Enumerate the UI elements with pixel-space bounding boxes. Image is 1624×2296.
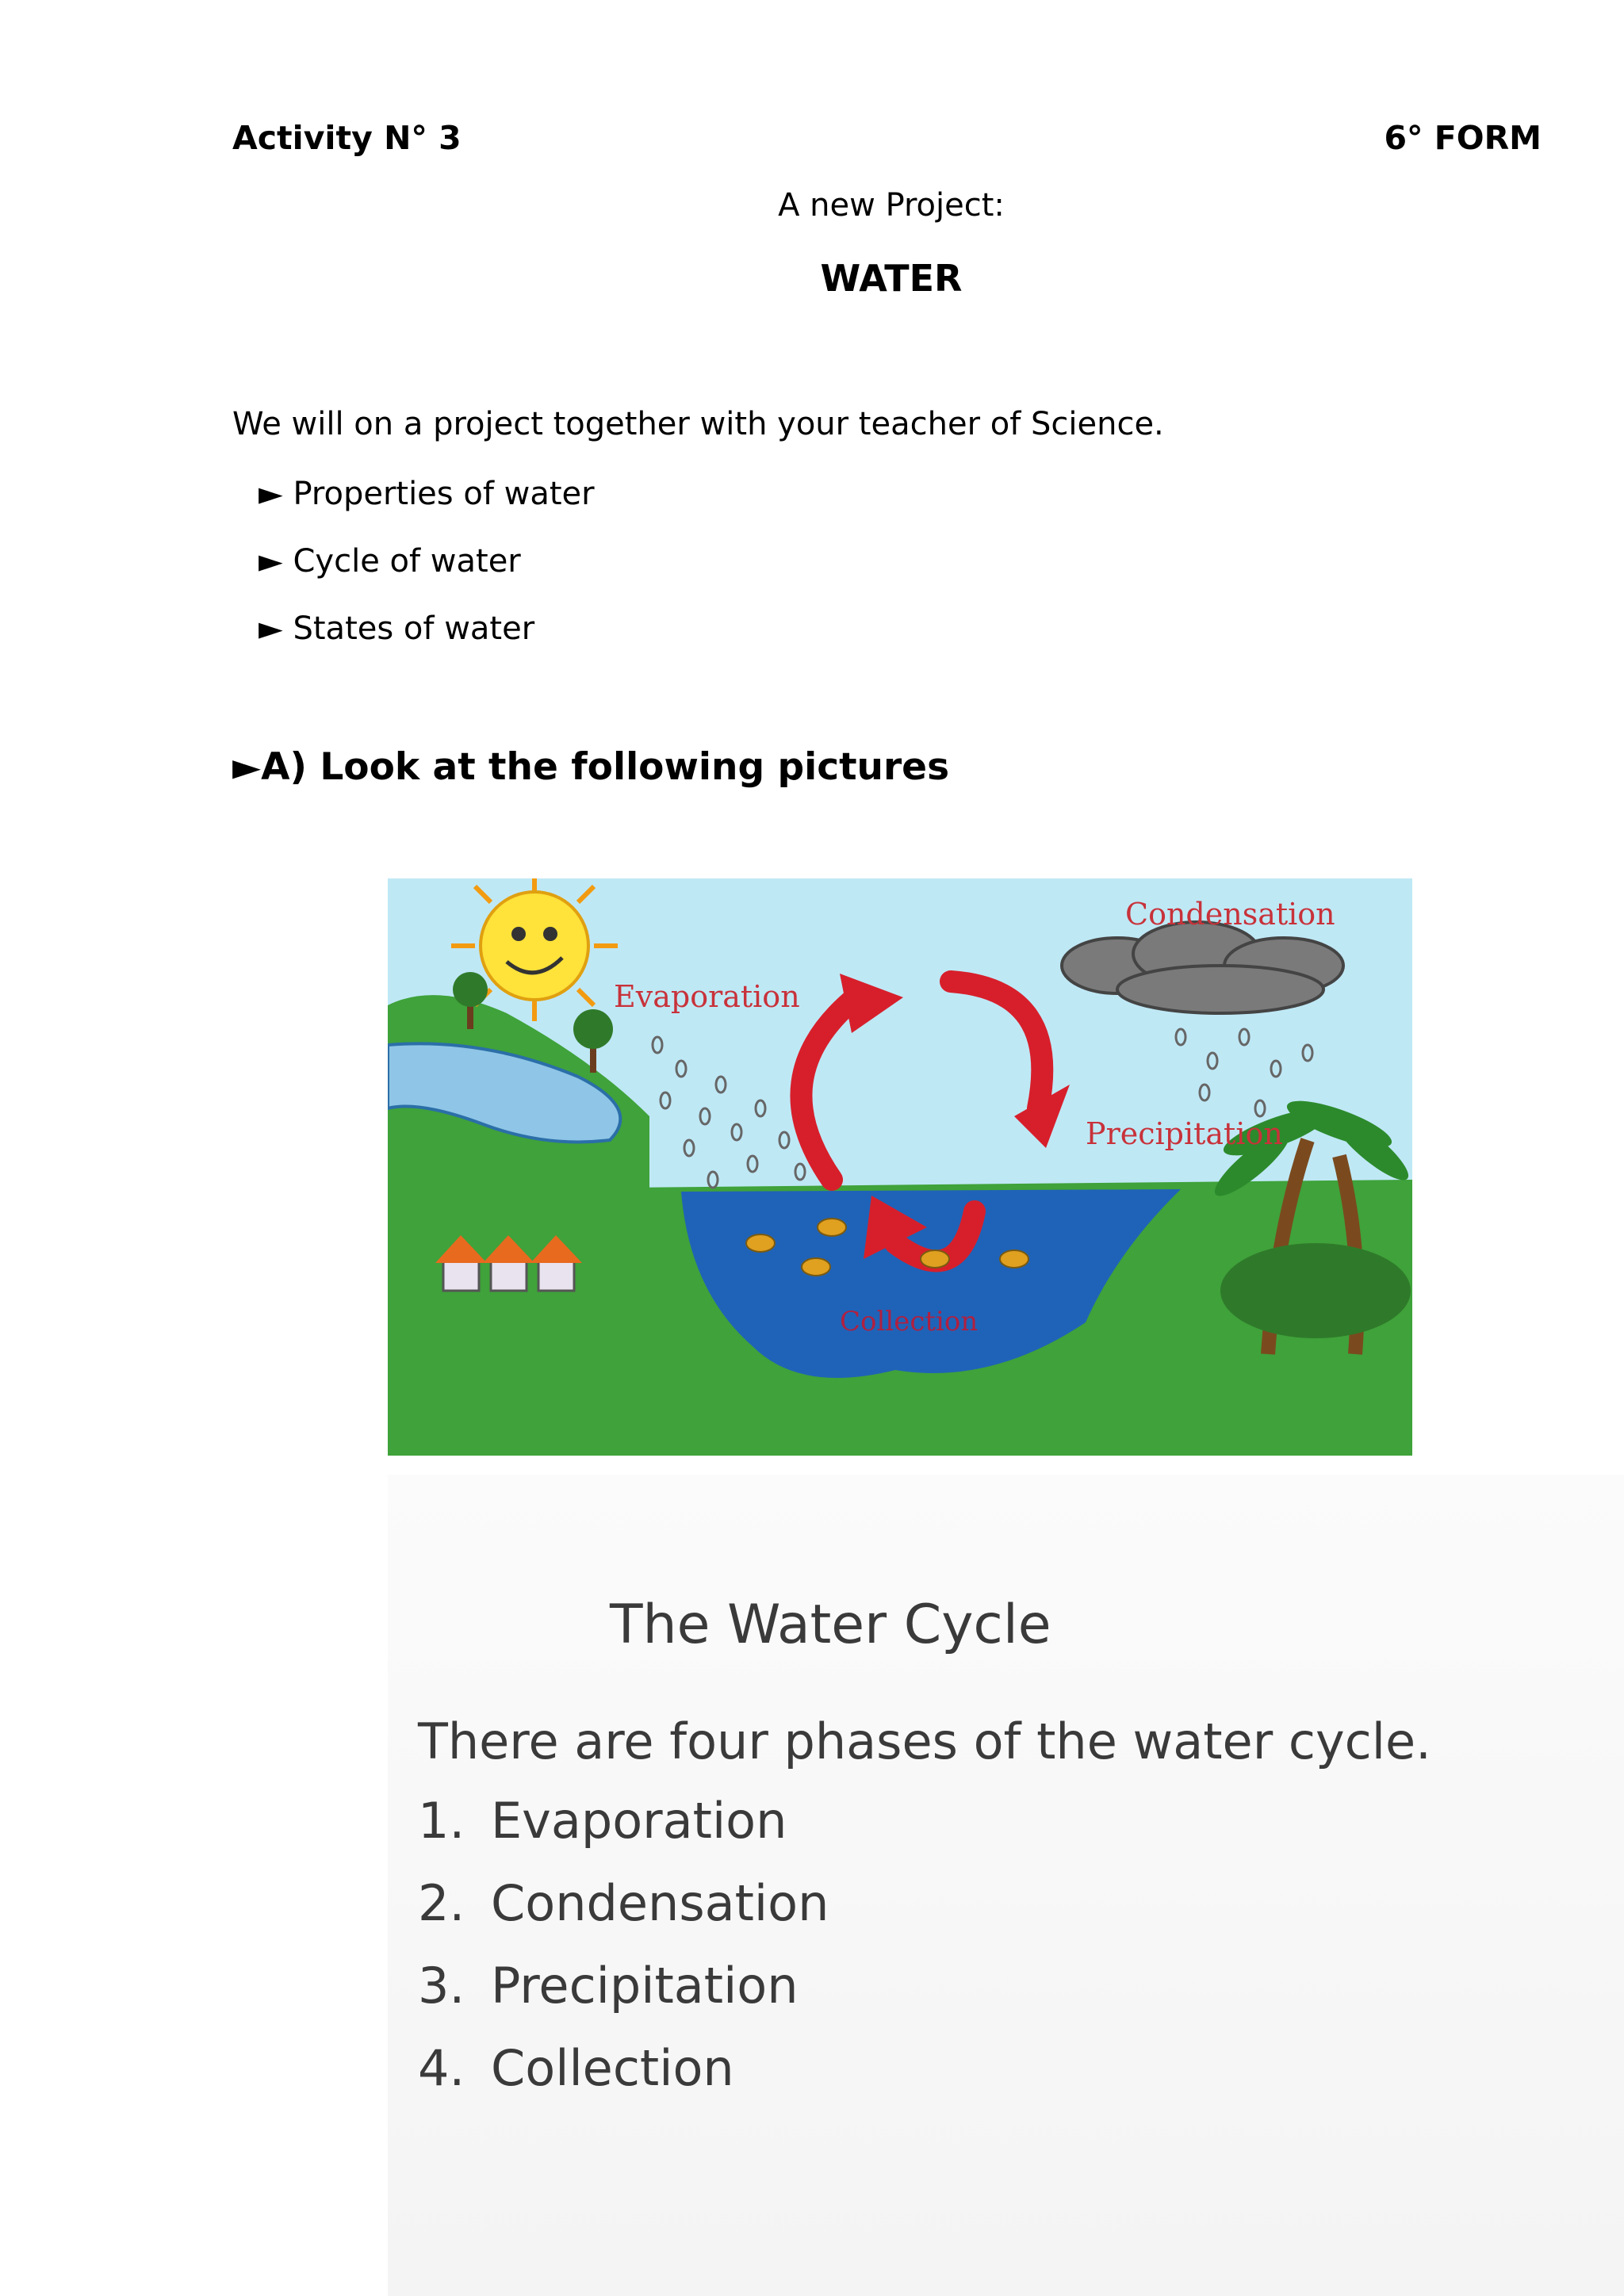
- phase-item: [418, 1792, 829, 1874]
- phase-item: [418, 1874, 829, 1957]
- bullet-triangle-icon: ►: [259, 476, 283, 512]
- label-evaporation: Evaporation: [614, 979, 800, 1014]
- phase-label: Condensation: [491, 1874, 829, 1932]
- phase-number: 1.: [418, 1792, 465, 1850]
- project-subtitle: A new Project:: [778, 187, 1005, 224]
- topic-label: States of water: [293, 610, 535, 647]
- slide-title: The Water Cycle: [610, 1594, 1051, 1656]
- phase-number: 3.: [418, 1957, 465, 2015]
- project-title: WATER: [820, 257, 963, 300]
- phase-label: Collection: [491, 2039, 734, 2097]
- label-condensation: Condensation: [1125, 897, 1335, 932]
- bullet-triangle-icon: ►: [259, 610, 283, 647]
- phase-label: Precipitation: [491, 1957, 799, 2015]
- phase-label: Evaporation: [491, 1792, 787, 1850]
- phase-number: 4.: [418, 2039, 465, 2097]
- houses-icon: [435, 1235, 582, 1291]
- form-level: 6° FORM: [1384, 119, 1542, 157]
- bullet-triangle-icon: ►: [259, 543, 283, 580]
- topic-label: Properties of water: [293, 476, 595, 512]
- activity-number: Activity N° 3: [232, 119, 462, 157]
- slide-lead: There are four phases of the water cycle.: [418, 1712, 1431, 1770]
- topic-item: [259, 474, 595, 541]
- phase-number: 2.: [418, 1874, 465, 1932]
- intro-text: We will on a project together with your teacher of Science.: [232, 406, 1164, 442]
- topic-label: Cycle of water: [293, 543, 521, 580]
- topic-list: [259, 474, 595, 676]
- label-precipitation: Precipitation: [1086, 1116, 1283, 1151]
- topic-item: [259, 609, 595, 676]
- water-cycle-slide: [388, 1475, 1624, 2296]
- phase-item: [418, 2039, 829, 2122]
- phase-list: [418, 1792, 829, 2122]
- water-cycle-diagram: [388, 878, 1412, 1456]
- topic-item: [259, 541, 595, 609]
- phase-item: [418, 1957, 829, 2039]
- section-heading: ►A) Look at the following pictures: [232, 745, 950, 789]
- label-collection: Collection: [840, 1306, 979, 1337]
